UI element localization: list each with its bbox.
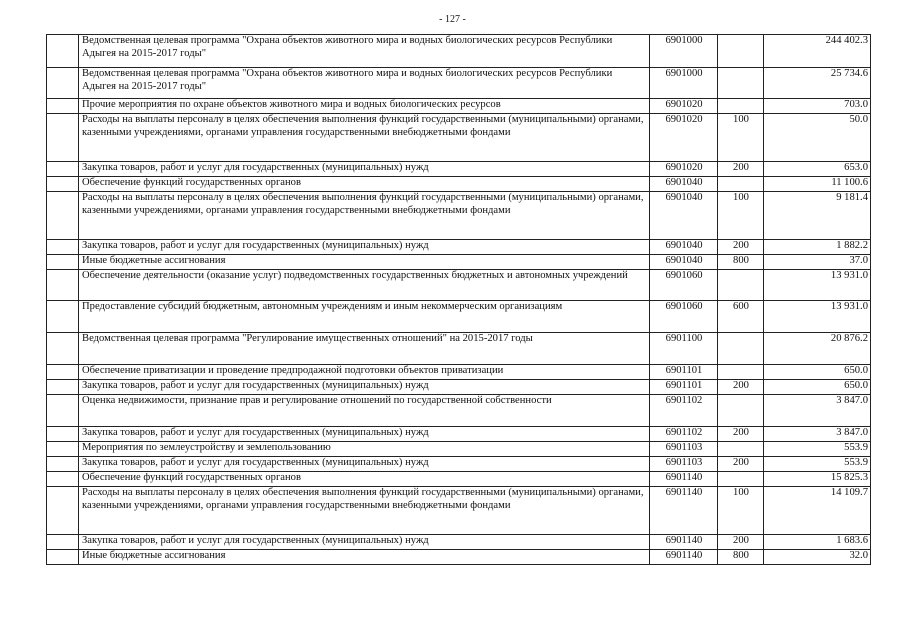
row-type: 100 bbox=[718, 192, 764, 240]
row-name: Закупка товаров, работ и услуг для государственных (муниципальных) нужд bbox=[79, 457, 650, 472]
row-code: 6901040 bbox=[650, 192, 718, 240]
row-type: 200 bbox=[718, 535, 764, 550]
row-type: 200 bbox=[718, 427, 764, 442]
table-row bbox=[47, 442, 871, 457]
row-code: 6901140 bbox=[650, 472, 718, 487]
row-code: 6901103 bbox=[650, 442, 718, 457]
row-name: Обеспечение приватизации и проведение предпродажной подготовки объектов приватизации bbox=[79, 365, 650, 380]
row-amount: 25 734.6 bbox=[764, 68, 871, 99]
table-row bbox=[47, 395, 871, 427]
row-code: 6901020 bbox=[650, 162, 718, 177]
row-type bbox=[718, 442, 764, 457]
row-blank-cell bbox=[47, 270, 79, 301]
row-blank-cell bbox=[47, 162, 79, 177]
row-amount: 653.0 bbox=[764, 162, 871, 177]
row-type bbox=[718, 472, 764, 487]
row-blank-cell bbox=[47, 192, 79, 240]
row-blank-cell bbox=[47, 301, 79, 333]
row-code: 6901140 bbox=[650, 487, 718, 535]
row-code: 6901060 bbox=[650, 301, 718, 333]
row-amount: 11 100.6 bbox=[764, 177, 871, 192]
row-name: Закупка товаров, работ и услуг для государственных (муниципальных) нужд bbox=[79, 162, 650, 177]
table-row bbox=[47, 333, 871, 365]
table-row bbox=[47, 365, 871, 380]
row-name: Закупка товаров, работ и услуг для государственных (муниципальных) нужд bbox=[79, 240, 650, 255]
row-code: 6901100 bbox=[650, 333, 718, 365]
row-type: 200 bbox=[718, 380, 764, 395]
row-code: 6901101 bbox=[650, 365, 718, 380]
row-type bbox=[718, 35, 764, 68]
row-amount: 1 882.2 bbox=[764, 240, 871, 255]
row-amount: 9 181.4 bbox=[764, 192, 871, 240]
table-row bbox=[47, 162, 871, 177]
budget-table bbox=[46, 34, 871, 565]
table-row bbox=[47, 255, 871, 270]
row-amount: 20 876.2 bbox=[764, 333, 871, 365]
row-amount: 50.0 bbox=[764, 114, 871, 162]
row-name: Мероприятия по землеустройству и землепользованию bbox=[79, 442, 650, 457]
row-name: Ведомственная целевая программа "Регулирование имущественных отношений" на 2015-2017 годы bbox=[79, 333, 650, 365]
row-amount: 553.9 bbox=[764, 457, 871, 472]
table-row bbox=[47, 114, 871, 162]
row-amount: 650.0 bbox=[764, 380, 871, 395]
row-name: Предоставление субсидий бюджетным, автономным учреждениям и иным некоммерческим организациям bbox=[79, 301, 650, 333]
row-name: Закупка товаров, работ и услуг для государственных (муниципальных) нужд bbox=[79, 535, 650, 550]
table-row bbox=[47, 270, 871, 301]
row-name: Расходы на выплаты персоналу в целях обеспечения выполнения функций государственными (муниципальными) органами, казенными учреждениями, органами управления государственными внебюджетными фондами bbox=[79, 487, 650, 535]
row-blank-cell bbox=[47, 550, 79, 565]
row-name: Оценка недвижимости, признание прав и регулирование отношений по государственной собственности bbox=[79, 395, 650, 427]
row-amount: 3 847.0 bbox=[764, 427, 871, 442]
row-amount: 1 683.6 bbox=[764, 535, 871, 550]
table-row bbox=[47, 68, 871, 99]
row-blank-cell bbox=[47, 365, 79, 380]
row-type: 200 bbox=[718, 162, 764, 177]
row-code: 6901101 bbox=[650, 380, 718, 395]
row-code: 6901000 bbox=[650, 35, 718, 68]
row-blank-cell bbox=[47, 472, 79, 487]
row-type: 100 bbox=[718, 114, 764, 162]
page-number: - 127 - bbox=[439, 14, 466, 25]
table-row bbox=[47, 177, 871, 192]
row-amount: 32.0 bbox=[764, 550, 871, 565]
row-name: Обеспечение функций государственных органов bbox=[79, 472, 650, 487]
row-name: Расходы на выплаты персоналу в целях обеспечения выполнения функций государственными (муниципальными) органами, казенными учреждениями, органами управления государственными внебюджетными фондами bbox=[79, 114, 650, 162]
row-code: 6901102 bbox=[650, 395, 718, 427]
row-blank-cell bbox=[47, 35, 79, 68]
table-row bbox=[47, 535, 871, 550]
row-name: Закупка товаров, работ и услуг для государственных (муниципальных) нужд bbox=[79, 380, 650, 395]
row-type: 100 bbox=[718, 487, 764, 535]
row-amount: 13 931.0 bbox=[764, 301, 871, 333]
row-amount: 37.0 bbox=[764, 255, 871, 270]
row-blank-cell bbox=[47, 177, 79, 192]
row-code: 6901140 bbox=[650, 535, 718, 550]
table-row bbox=[47, 240, 871, 255]
row-name: Прочие мероприятия по охране объектов животного мира и водных биологических ресурсов bbox=[79, 99, 650, 114]
row-blank-cell bbox=[47, 457, 79, 472]
table-row bbox=[47, 99, 871, 114]
row-blank-cell bbox=[47, 99, 79, 114]
row-name: Ведомственная целевая программа "Охрана объектов животного мира и водных биологических ресурсов Республики Адыгея на 2015-2017 годы" bbox=[79, 35, 650, 68]
row-code: 6901000 bbox=[650, 68, 718, 99]
row-name: Обеспечение функций государственных органов bbox=[79, 177, 650, 192]
row-amount: 14 109.7 bbox=[764, 487, 871, 535]
row-type bbox=[718, 395, 764, 427]
table-row bbox=[47, 301, 871, 333]
row-blank-cell bbox=[47, 333, 79, 365]
row-blank-cell bbox=[47, 240, 79, 255]
table-row bbox=[47, 487, 871, 535]
row-name: Иные бюджетные ассигнования bbox=[79, 550, 650, 565]
row-name: Расходы на выплаты персоналу в целях обеспечения выполнения функций государственными (муниципальными) органами, казенными учреждениями, органами управления государственными внебюджетными фондами bbox=[79, 192, 650, 240]
table-row bbox=[47, 427, 871, 442]
row-type bbox=[718, 68, 764, 99]
row-type: 200 bbox=[718, 457, 764, 472]
row-code: 6901020 bbox=[650, 99, 718, 114]
row-type bbox=[718, 99, 764, 114]
row-code: 6901060 bbox=[650, 270, 718, 301]
row-amount: 650.0 bbox=[764, 365, 871, 380]
row-type: 200 bbox=[718, 240, 764, 255]
row-amount: 13 931.0 bbox=[764, 270, 871, 301]
row-blank-cell bbox=[47, 535, 79, 550]
row-blank-cell bbox=[47, 68, 79, 99]
row-code: 6901040 bbox=[650, 177, 718, 192]
row-code: 6901102 bbox=[650, 427, 718, 442]
row-blank-cell bbox=[47, 114, 79, 162]
row-amount: 703.0 bbox=[764, 99, 871, 114]
table-row bbox=[47, 550, 871, 565]
row-type: 800 bbox=[718, 255, 764, 270]
row-amount: 15 825.3 bbox=[764, 472, 871, 487]
row-code: 6901140 bbox=[650, 550, 718, 565]
row-amount: 553.9 bbox=[764, 442, 871, 457]
row-type bbox=[718, 333, 764, 365]
row-name: Иные бюджетные ассигнования bbox=[79, 255, 650, 270]
row-code: 6901103 bbox=[650, 457, 718, 472]
row-amount: 3 847.0 bbox=[764, 395, 871, 427]
row-amount: 244 402.3 bbox=[764, 35, 871, 68]
row-code: 6901020 bbox=[650, 114, 718, 162]
row-type: 800 bbox=[718, 550, 764, 565]
row-type bbox=[718, 365, 764, 380]
row-blank-cell bbox=[47, 442, 79, 457]
row-name: Закупка товаров, работ и услуг для государственных (муниципальных) нужд bbox=[79, 427, 650, 442]
row-type bbox=[718, 177, 764, 192]
row-name: Ведомственная целевая программа "Охрана объектов животного мира и водных биологических ресурсов Республики Адыгея на 2015-2017 годы" bbox=[79, 68, 650, 99]
table-row bbox=[47, 472, 871, 487]
table-row bbox=[47, 35, 871, 68]
row-code: 6901040 bbox=[650, 255, 718, 270]
row-type: 600 bbox=[718, 301, 764, 333]
table-row bbox=[47, 457, 871, 472]
row-type bbox=[718, 270, 764, 301]
table-row bbox=[47, 380, 871, 395]
row-name: Обеспечение деятельности (оказание услуг) подведомственных государственных бюджетных и автономных учреждений bbox=[79, 270, 650, 301]
row-blank-cell bbox=[47, 380, 79, 395]
row-blank-cell bbox=[47, 255, 79, 270]
row-code: 6901040 bbox=[650, 240, 718, 255]
row-blank-cell bbox=[47, 427, 79, 442]
table-row bbox=[47, 192, 871, 240]
row-blank-cell bbox=[47, 395, 79, 427]
row-blank-cell bbox=[47, 487, 79, 535]
